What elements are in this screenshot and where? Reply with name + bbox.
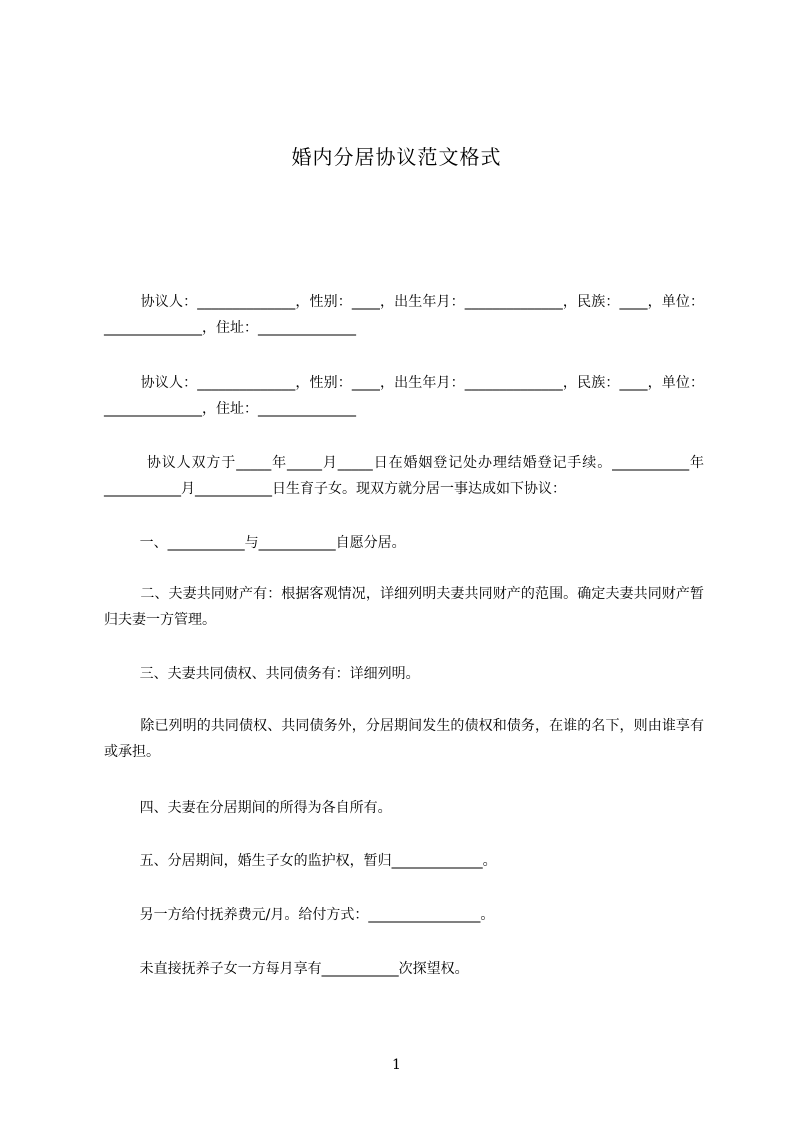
- paragraph-clause-3-note: 除已列明的共同债权、共同债务外，分居期间发生的债权和债务，在谁的名下，则由谁享有或承担。: [104, 718, 705, 760]
- page-number: 1: [392, 1057, 401, 1073]
- paragraph-party-one: 协议人：______________，性别：____，出生年月：______________，民族：____，单位：______________，住址：______________: [104, 294, 704, 336]
- paragraph-clause-1: 一、___________与___________自愿分居。: [104, 535, 406, 551]
- paragraph-marriage-info: 协议人双方于_____年_____月_____日在婚姻登记处办理结婚登记手续。___________年___________月___________日生育子女。现双方就分居一事达成如下协议：: [104, 455, 705, 497]
- document-title: 婚内分居协议范文格式: [291, 145, 502, 169]
- paragraph-clause-4: 四、夫妻在分居期间的所得为各自所有。: [104, 800, 392, 816]
- paragraph-clause-3: 三、夫妻共同债权、共同债务有：详细列明。: [104, 666, 420, 682]
- paragraph-clause-2: 二、夫妻共同财产有：根据客观情况，详细列明夫妻共同财产的范围。确定夫妻共同财产暂归夫妻一方管理。: [104, 586, 705, 628]
- paragraph-visitation: 未直接抚养子女一方每月享有___________次探望权。: [104, 961, 469, 977]
- paragraph-child-support: 另一方给付抚养费元/月。给付方式：________________。: [104, 907, 495, 923]
- paragraph-party-two: 协议人：______________，性别：____，出生年月：______________，民族：____，单位：______________，住址：______________: [104, 375, 704, 417]
- paragraph-clause-5: 五、分居期间，婚生子女的监护权，暂归_____________。: [104, 853, 497, 869]
